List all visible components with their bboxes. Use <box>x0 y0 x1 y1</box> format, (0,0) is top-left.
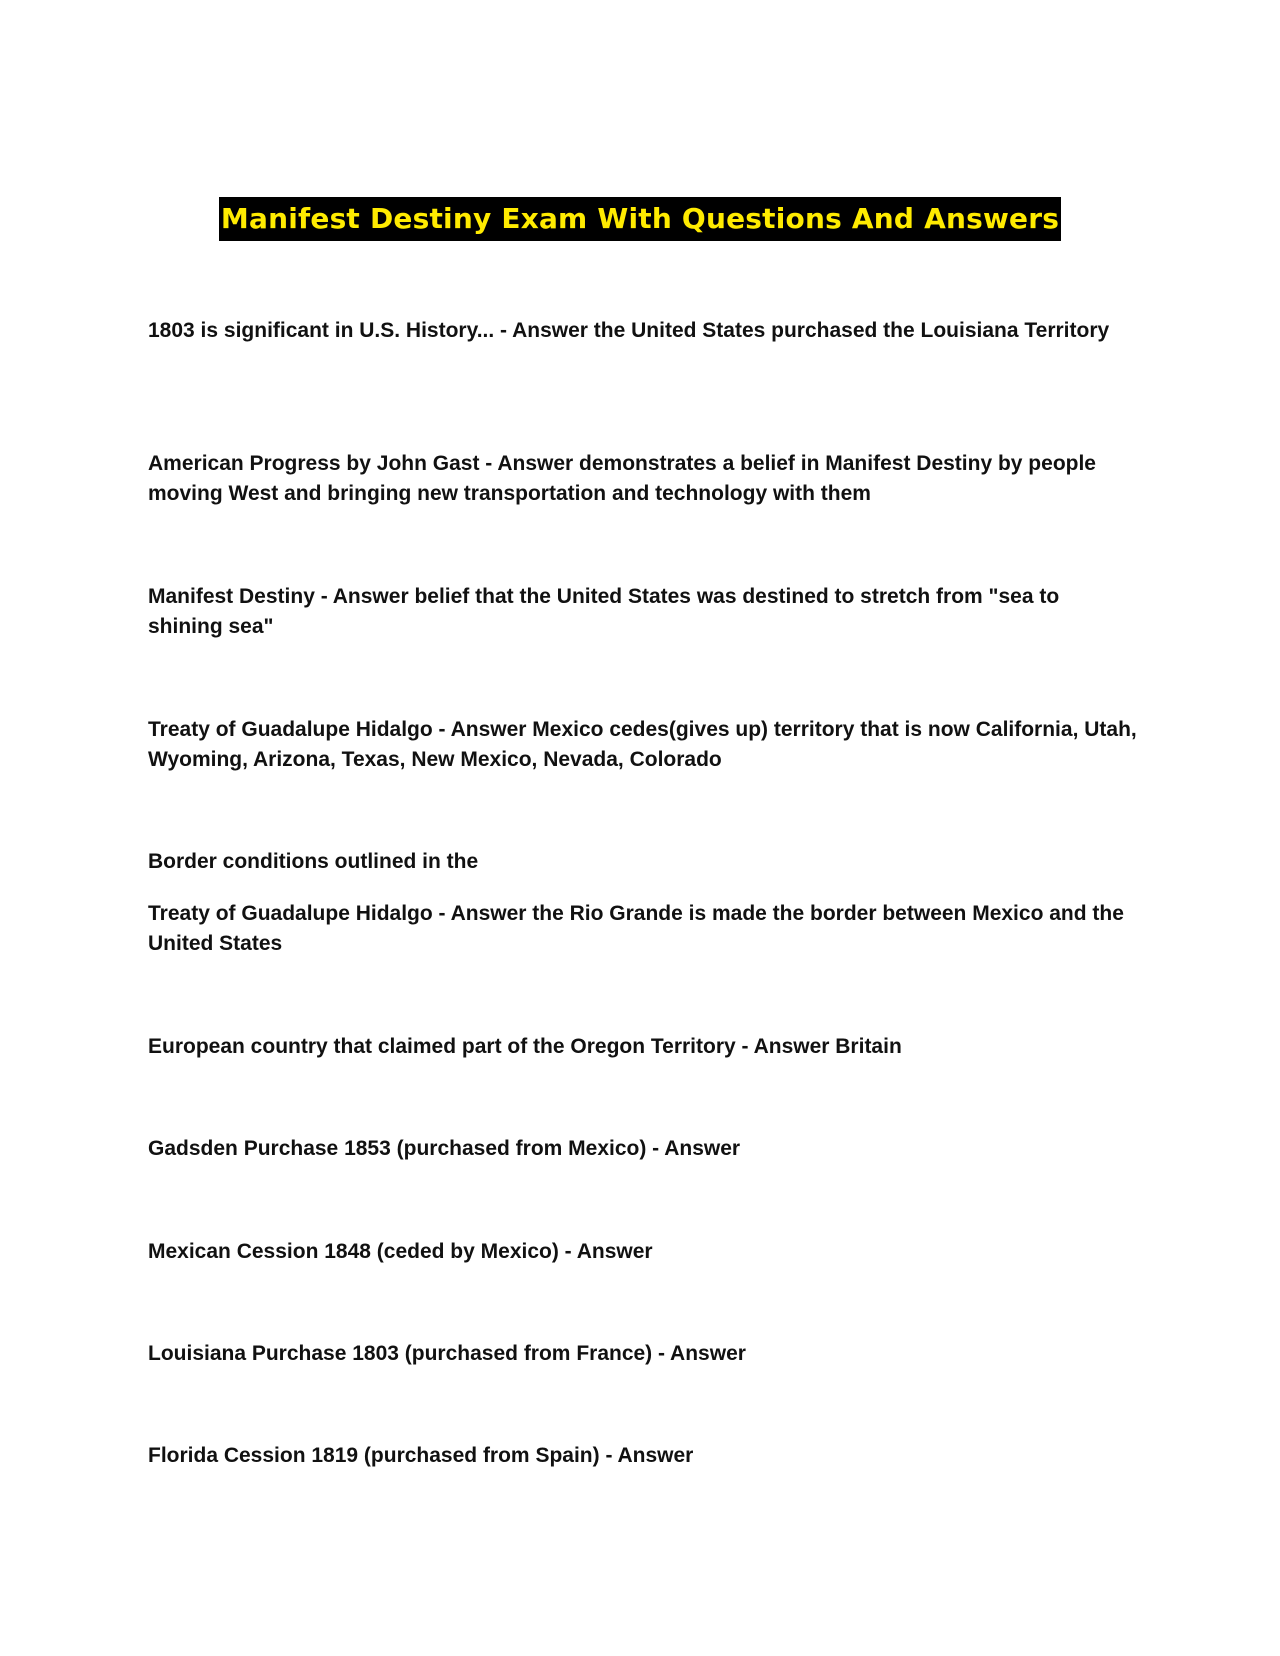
qa-entry-2: American Progress by John Gast - Answer demonstrates a belief in Manifest Destiny by people moving West and bringing new transportation and technology with them <box>148 452 1096 505</box>
qa-entry-5: Border conditions outlined in the <box>148 850 479 873</box>
qa-entry-3: Manifest Destiny - Answer belief that the United States was destined to stretch from "sea to shining sea" <box>148 585 1060 638</box>
qa-entry-4: Treaty of Guadalupe Hidalgo - Answer Mexico cedes(gives up) territory that is now California, Utah, Wyoming, Arizona, Texas, New Mexico, Nevada, Colorado <box>148 718 1137 771</box>
title-container <box>0 197 1280 241</box>
qa-entry-10: Louisiana Purchase 1803 (purchased from France) - Answer <box>148 1342 746 1365</box>
qa-entry-7: European country that claimed part of the Oregon Territory - Answer Britain <box>148 1035 902 1058</box>
qa-entry-6: Treaty of Guadalupe Hidalgo - Answer the Rio Grande is made the border between Mexico and the United States <box>148 902 1124 955</box>
qa-entry-9: Mexican Cession 1848 (ceded by Mexico) - Answer <box>148 1240 653 1263</box>
qa-entry-1: 1803 is significant in U.S. History... - Answer the United States purchased the Louisiana Territory <box>148 319 1110 342</box>
qa-entry-11: Florida Cession 1819 (purchased from Spain) - Answer <box>148 1444 694 1467</box>
qa-entry-8: Gadsden Purchase 1853 (purchased from Mexico) - Answer <box>148 1137 741 1160</box>
document-title: Manifest Destiny Exam With Questions And Answers <box>219 197 1061 241</box>
